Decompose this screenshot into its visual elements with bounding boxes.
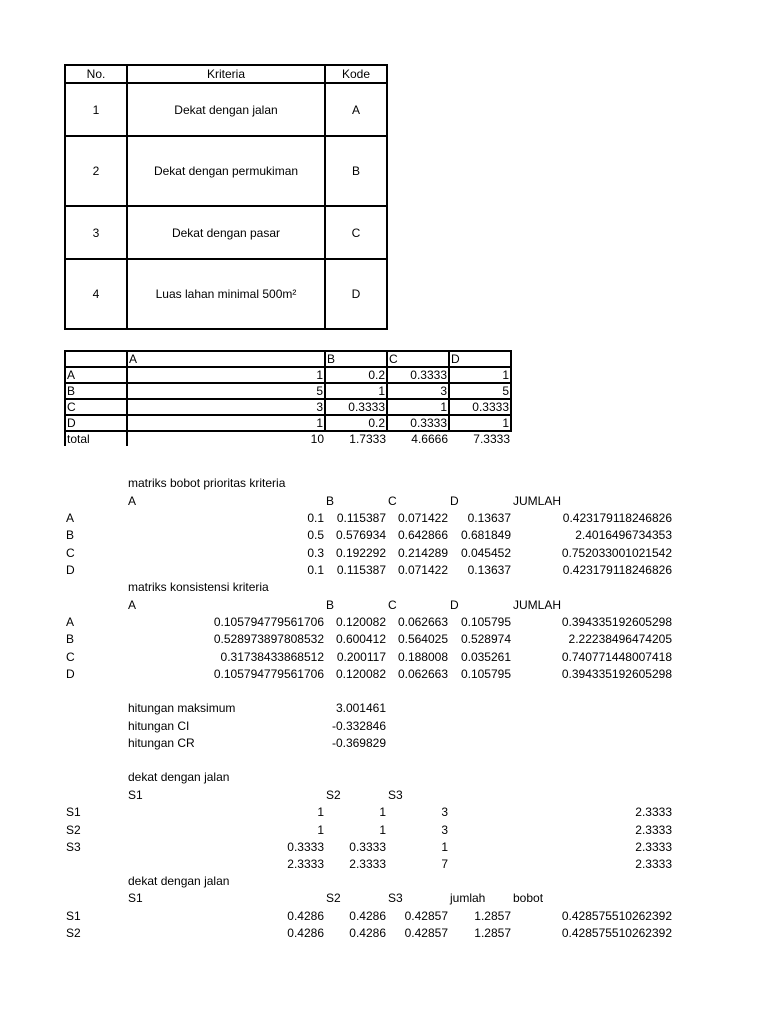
row-label: B [66, 632, 75, 646]
cell-value: 1 [325, 383, 387, 399]
cell-value: 0.31738433868512 [220, 650, 324, 664]
pairwise-header-row [65, 351, 511, 367]
cell-value: 0.13637 [467, 563, 511, 577]
cell-value: 0.120082 [335, 667, 386, 681]
cell-value: 1 [379, 823, 386, 837]
cell-value: 5 [449, 383, 511, 399]
cell-value: 1 [127, 415, 325, 431]
cell-value: 3 [441, 805, 448, 819]
cell-value: 7 [441, 857, 448, 871]
row-label: A [65, 367, 127, 383]
criteria-code: B [325, 136, 387, 206]
calc-value: -0.332846 [331, 719, 386, 733]
row-label: D [66, 667, 75, 681]
header-kode: Kode [325, 65, 387, 83]
cell-value: 0.528974 [460, 632, 511, 646]
cell-value: 0.3333 [325, 399, 387, 415]
cell-value: 0.1 [307, 563, 324, 577]
cell-value: 0.428575510262392 [561, 909, 672, 923]
pairwise-header: A [127, 351, 325, 367]
priority-header: C [388, 494, 397, 508]
criteria-row [65, 259, 387, 329]
cell-value: 0.035261 [460, 650, 511, 664]
cell-value: 0.3333 [349, 840, 386, 854]
cell-value: 2.3333 [349, 857, 386, 871]
road-norm-header: S1 [128, 891, 143, 905]
road-norm-header: S3 [388, 891, 403, 905]
road-normalized-title: dekat dengan jalan [128, 874, 230, 888]
cell-value: 3 [127, 399, 325, 415]
cell-value: 2.22238496474205 [568, 632, 672, 646]
cell-value: 0.42857 [404, 909, 448, 923]
criteria-no: 2 [65, 136, 127, 206]
criteria-header-row [65, 65, 387, 83]
pairwise-table [64, 350, 512, 446]
cell-value: 1.2857 [474, 926, 511, 940]
criteria-row [65, 136, 387, 206]
cell-value: 1 [317, 805, 324, 819]
road-header: S1 [128, 788, 143, 802]
cell-value: 0.740771448007418 [561, 650, 672, 664]
row-label: B [66, 528, 75, 542]
row-label: A [66, 511, 75, 525]
cell-value: 0.13637 [467, 511, 511, 525]
cell-value: 0.4286 [287, 909, 324, 923]
cell-value: 0.062663 [397, 615, 448, 629]
cell-value: 0.192292 [335, 546, 386, 560]
cell-value: 0.600412 [335, 632, 386, 646]
priority-header: JUMLAH [513, 494, 562, 508]
criteria-name: Luas lahan minimal 500m² [127, 259, 325, 329]
cell-value: 0.428575510262392 [561, 926, 672, 940]
road-norm-header: S2 [326, 891, 341, 905]
cell-value: 0.423179118246826 [562, 563, 672, 577]
cell-value: 0.3 [307, 546, 324, 560]
criteria-table [64, 64, 388, 330]
criteria-row [65, 83, 387, 136]
criteria-no: 4 [65, 259, 127, 329]
criteria-name: Dekat dengan permukiman [127, 136, 325, 206]
pairwise-header [65, 351, 127, 367]
cell-value: 1 [449, 415, 511, 431]
cell-value: 0.2 [325, 367, 387, 383]
row-label: A [66, 615, 75, 629]
row-label: D [65, 415, 127, 431]
total-label: total [65, 431, 127, 446]
cell-value: 2.3333 [635, 840, 672, 854]
cell-value: 1.2857 [474, 909, 511, 923]
cell-value: 0.105794779561706 [213, 667, 324, 681]
calc-value: -0.369829 [331, 736, 386, 750]
consistency-header: JUMLAH [513, 598, 562, 612]
priority-header: D [450, 494, 459, 508]
cell-value: 0.045452 [460, 546, 511, 560]
row-label: C [66, 546, 75, 560]
cell-value: 1 [387, 399, 449, 415]
cell-value: 0.4286 [287, 926, 324, 940]
pairwise-row [65, 383, 511, 399]
cell-value: 3 [387, 383, 449, 399]
total-value: 1.7333 [325, 431, 387, 446]
calc-label: hitungan CR [128, 736, 195, 750]
consistency-header: D [450, 598, 459, 612]
cell-value: 2.3333 [635, 823, 672, 837]
calc-value: 3.001461 [335, 701, 386, 715]
cell-value: 0.115387 [336, 563, 386, 577]
consistency-matrix-title: matriks konsistensi kriteria [128, 580, 269, 594]
row-label: C [66, 650, 75, 664]
header-kriteria: Kriteria [127, 65, 325, 83]
pairwise-header: B [325, 351, 387, 367]
criteria-row [65, 206, 387, 259]
cell-value: 0.200117 [336, 650, 386, 664]
row-label: D [66, 563, 75, 577]
cell-value: 0.528973897808532 [213, 632, 324, 646]
cell-value: 0.188008 [397, 650, 448, 664]
row-label: S3 [66, 840, 81, 854]
cell-value: 0.115387 [336, 511, 386, 525]
cell-value: 0.5 [307, 528, 324, 542]
cell-value: 3 [441, 823, 448, 837]
cell-value: 1 [449, 367, 511, 383]
total-value: 4.6666 [387, 431, 449, 446]
cell-value: 0.642866 [397, 528, 448, 542]
criteria-no: 1 [65, 83, 127, 136]
criteria-name: Dekat dengan pasar [127, 206, 325, 259]
pairwise-header: C [387, 351, 449, 367]
cell-value: 0.071422 [397, 563, 448, 577]
criteria-code: D [325, 259, 387, 329]
pairwise-header: D [449, 351, 511, 367]
pairwise-row [65, 399, 511, 415]
cell-value: 0.3333 [287, 840, 324, 854]
cell-value: 2.3333 [635, 805, 672, 819]
cell-value: 0.062663 [397, 667, 448, 681]
cell-value: 0.071422 [397, 511, 448, 525]
criteria-name: Dekat dengan jalan [127, 83, 325, 136]
total-value: 7.3333 [449, 431, 511, 446]
cell-value: 0.394335192605298 [561, 667, 672, 681]
cell-value: 0.423179118246826 [562, 511, 672, 525]
road-header: S2 [326, 788, 341, 802]
criteria-code: A [325, 83, 387, 136]
priority-header: A [128, 494, 137, 508]
priority-matrix-title: matriks bobot prioritas kriteria [128, 476, 286, 490]
road-pairwise-title: dekat dengan jalan [128, 770, 230, 784]
row-label: S1 [66, 805, 81, 819]
road-header: S3 [388, 788, 403, 802]
consistency-header: C [388, 598, 397, 612]
pairwise-total-row [65, 431, 511, 446]
total-value: 10 [127, 431, 325, 446]
cell-value: 1 [317, 823, 324, 837]
road-norm-header: jumlah [450, 891, 486, 905]
row-label: B [65, 383, 127, 399]
cell-value: 0.2 [325, 415, 387, 431]
row-label: S2 [66, 823, 81, 837]
cell-value: 0.1 [307, 511, 324, 525]
cell-value: 0.752033001021542 [561, 546, 672, 560]
cell-value: 2.4016496734353 [575, 528, 672, 542]
cell-value: 2.3333 [287, 857, 324, 871]
cell-value: 0.105794779561706 [213, 615, 324, 629]
calc-label: hitungan maksimum [128, 701, 236, 715]
priority-header: B [326, 494, 335, 508]
cell-value: 2.3333 [635, 857, 672, 871]
pairwise-row [65, 367, 511, 383]
cell-value: 0.681849 [460, 528, 511, 542]
cell-value: 5 [127, 383, 325, 399]
consistency-header: A [128, 598, 137, 612]
cell-value: 0.42857 [404, 926, 448, 940]
cell-value: 0.120082 [335, 615, 386, 629]
cell-value: 0.3333 [387, 367, 449, 383]
cell-value: 0.4286 [349, 926, 386, 940]
pairwise-row [65, 415, 511, 431]
cell-value: 0.576934 [335, 528, 386, 542]
cell-value: 1 [441, 840, 448, 854]
cell-value: 0.105795 [460, 667, 511, 681]
road-norm-header: bobot [513, 891, 544, 905]
cell-value: 0.214289 [397, 546, 448, 560]
calc-label: hitungan CI [128, 719, 190, 733]
cell-value: 0.564025 [397, 632, 448, 646]
row-label: S2 [66, 926, 81, 940]
row-label: C [65, 399, 127, 415]
cell-value: 0.4286 [349, 909, 386, 923]
cell-value: 0.105795 [460, 615, 511, 629]
criteria-code: C [325, 206, 387, 259]
header-no: No. [65, 65, 127, 83]
consistency-header: B [326, 598, 335, 612]
criteria-no: 3 [65, 206, 127, 259]
cell-value: 0.3333 [449, 399, 511, 415]
row-label: S1 [66, 909, 81, 923]
cell-value: 1 [127, 367, 325, 383]
cell-value: 1 [379, 805, 386, 819]
cell-value: 0.394335192605298 [561, 615, 672, 629]
cell-value: 0.3333 [387, 415, 449, 431]
